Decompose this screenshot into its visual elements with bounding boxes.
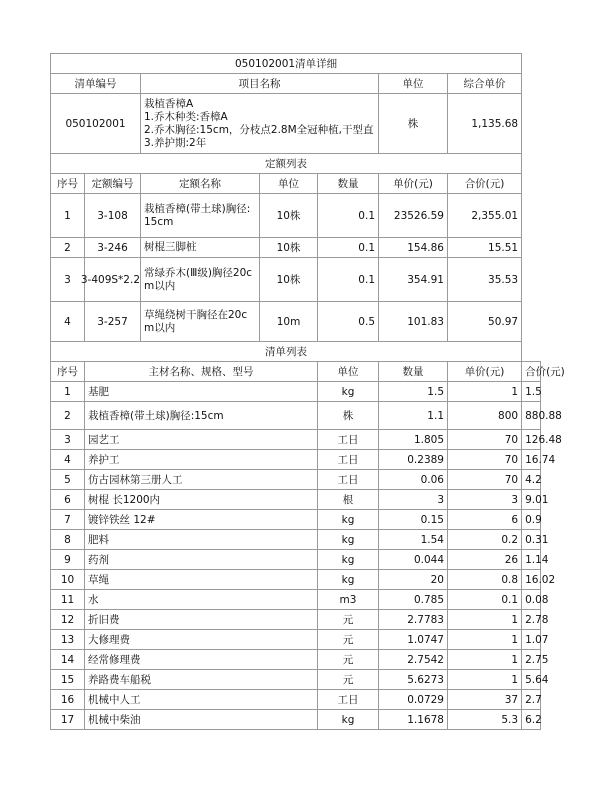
material-no: 2 [51, 402, 85, 430]
material-name: 肥料 [85, 530, 318, 550]
list-item-price: 1,135.68 [448, 94, 522, 154]
quota-price: 101.83 [379, 302, 448, 342]
material-name: 水 [85, 590, 318, 610]
material-price: 70 [448, 470, 522, 490]
material-unit: kg [318, 530, 379, 550]
material-name: 养路费车船税 [85, 670, 318, 690]
material-total: 2.7 [522, 690, 541, 710]
material-header-price: 单价(元) [448, 362, 522, 382]
material-row [51, 590, 541, 610]
quota-no: 1 [51, 194, 85, 238]
quota-price: 354.91 [379, 258, 448, 302]
material-row [51, 630, 541, 650]
material-no: 4 [51, 450, 85, 470]
quota-name: 草绳绕树干胸径在20cm以内 [141, 302, 260, 342]
material-name: 经常修理费 [85, 650, 318, 670]
material-price: 1 [448, 382, 522, 402]
material-price: 0.2 [448, 530, 522, 550]
material-total: 0.9 [522, 510, 541, 530]
quota-no: 2 [51, 238, 85, 258]
quota-qty: 0.1 [318, 238, 379, 258]
quota-no: 4 [51, 302, 85, 342]
material-unit: 根 [318, 490, 379, 510]
material-no: 1 [51, 382, 85, 402]
material-total: 6.2 [522, 710, 541, 730]
quota-total: 50.97 [448, 302, 522, 342]
material-name: 机械中人工 [85, 690, 318, 710]
material-price: 6 [448, 510, 522, 530]
material-name: 镀锌铁丝 12# [85, 510, 318, 530]
material-qty: 2.7783 [379, 610, 448, 630]
quota-name: 常绿乔木(Ⅲ级)胸径20cm以内 [141, 258, 260, 302]
material-name: 折旧费 [85, 610, 318, 630]
quota-header-price: 单价(元) [379, 174, 448, 194]
material-row [51, 610, 541, 630]
material-no: 12 [51, 610, 85, 630]
material-name: 园艺工 [85, 430, 318, 450]
material-name: 机械中柴油 [85, 710, 318, 730]
quota-name: 栽植香樟(带土球)胸径:15cm [141, 194, 260, 238]
material-row [51, 490, 541, 510]
bill-detail-table [50, 53, 565, 730]
quota-name: 树棍三脚桩 [141, 238, 260, 258]
material-price: 70 [448, 450, 522, 470]
material-row [51, 430, 541, 450]
quota-code: 3-257 [85, 302, 141, 342]
quota-unit: 10株 [260, 194, 318, 238]
quota-price: 23526.59 [379, 194, 448, 238]
material-name: 栽植香樟(带土球)胸径:15cm [85, 402, 318, 430]
material-unit: 工日 [318, 470, 379, 490]
material-row [51, 450, 541, 470]
quota-qty: 0.5 [318, 302, 379, 342]
material-header-unit: 单位 [318, 362, 379, 382]
material-qty: 20 [379, 570, 448, 590]
material-no: 17 [51, 710, 85, 730]
list-name-header: 项目名称 [141, 74, 379, 94]
material-total: 16.02 [522, 570, 541, 590]
material-qty: 1.5 [379, 382, 448, 402]
material-no: 7 [51, 510, 85, 530]
material-header-total: 合价(元) [522, 362, 541, 382]
material-unit: 元 [318, 610, 379, 630]
material-unit: kg [318, 710, 379, 730]
material-unit: 工日 [318, 450, 379, 470]
material-price: 0.1 [448, 590, 522, 610]
material-total: 1.5 [522, 382, 541, 402]
material-no: 5 [51, 470, 85, 490]
material-name: 药剂 [85, 550, 318, 570]
material-qty: 0.0729 [379, 690, 448, 710]
material-price: 5.3 [448, 710, 522, 730]
material-header-name: 主材名称、规格、型号 [85, 362, 318, 382]
material-unit: kg [318, 570, 379, 590]
quota-row [51, 194, 541, 238]
material-name: 基肥 [85, 382, 318, 402]
list-item-code: 050102001 [51, 94, 141, 154]
quota-unit: 10株 [260, 258, 318, 302]
quota-row [51, 302, 541, 342]
material-no: 9 [51, 550, 85, 570]
material-header-qty: 数量 [379, 362, 448, 382]
material-row [51, 690, 541, 710]
material-no: 13 [51, 630, 85, 650]
page-title: 050102001清单详细 [51, 54, 522, 74]
material-qty: 0.2389 [379, 450, 448, 470]
quota-code: 3-409S*2.2 [85, 258, 141, 302]
list-item-name [141, 94, 379, 154]
material-total: 2.78 [522, 610, 541, 630]
material-qty: 0.15 [379, 510, 448, 530]
quota-row [51, 238, 541, 258]
material-qty: 1.805 [379, 430, 448, 450]
material-header-no: 序号 [51, 362, 85, 382]
material-unit: kg [318, 382, 379, 402]
quota-unit: 10株 [260, 238, 318, 258]
material-price: 800 [448, 402, 522, 430]
list-item-unit: 株 [379, 94, 448, 154]
quota-code: 3-108 [85, 194, 141, 238]
material-price: 0.8 [448, 570, 522, 590]
material-row [51, 650, 541, 670]
material-qty: 5.6273 [379, 670, 448, 690]
material-section-title: 清单列表 [51, 342, 522, 362]
material-qty: 3 [379, 490, 448, 510]
material-total: 0.08 [522, 590, 541, 610]
material-no: 11 [51, 590, 85, 610]
material-row [51, 570, 541, 590]
material-price: 37 [448, 690, 522, 710]
material-row [51, 470, 541, 490]
material-no: 14 [51, 650, 85, 670]
material-price: 1 [448, 610, 522, 630]
material-unit: 工日 [318, 430, 379, 450]
material-no: 3 [51, 430, 85, 450]
material-unit: 株 [318, 402, 379, 430]
material-qty: 1.1 [379, 402, 448, 430]
material-unit: kg [318, 550, 379, 570]
list-item-name-line: 3.养护期:2年 [144, 136, 207, 149]
material-unit: 工日 [318, 690, 379, 710]
quota-total: 35.53 [448, 258, 522, 302]
material-no: 6 [51, 490, 85, 510]
material-qty: 2.7542 [379, 650, 448, 670]
quota-section-title: 定额列表 [51, 154, 522, 174]
material-row [51, 710, 541, 730]
list-code-header: 清单编号 [51, 74, 141, 94]
material-price: 1 [448, 650, 522, 670]
material-rows [51, 382, 562, 730]
material-no: 8 [51, 530, 85, 550]
quota-header-code: 定额编号 [85, 174, 141, 194]
material-name: 仿古园林第三册人工 [85, 470, 318, 490]
quota-code: 3-246 [85, 238, 141, 258]
list-price-header: 综合单价 [448, 74, 522, 94]
material-price: 1 [448, 630, 522, 650]
material-total: 1.14 [522, 550, 541, 570]
quota-header-no: 序号 [51, 174, 85, 194]
quota-header-qty: 数量 [318, 174, 379, 194]
quota-qty: 0.1 [318, 258, 379, 302]
list-item-name-line: 栽植香樟A [144, 97, 194, 110]
quota-no: 3 [51, 258, 85, 302]
material-price: 3 [448, 490, 522, 510]
quota-header-total: 合价(元) [448, 174, 522, 194]
material-price: 1 [448, 670, 522, 690]
material-total: 9.01 [522, 490, 541, 510]
quota-row [51, 258, 541, 302]
material-unit: 元 [318, 650, 379, 670]
material-qty: 0.06 [379, 470, 448, 490]
material-name: 树棍 长1200内 [85, 490, 318, 510]
material-row [51, 670, 541, 690]
material-total: 5.64 [522, 670, 541, 690]
material-unit: kg [318, 510, 379, 530]
material-unit: 元 [318, 670, 379, 690]
material-total: 1.07 [522, 630, 541, 650]
material-total: 4.2 [522, 470, 541, 490]
material-no: 15 [51, 670, 85, 690]
material-row [51, 382, 541, 402]
material-row [51, 550, 541, 570]
material-qty: 0.785 [379, 590, 448, 610]
material-qty: 1.1678 [379, 710, 448, 730]
quota-total: 15.51 [448, 238, 522, 258]
material-qty: 1.54 [379, 530, 448, 550]
material-name: 大修理费 [85, 630, 318, 650]
material-unit: 元 [318, 630, 379, 650]
material-qty: 0.044 [379, 550, 448, 570]
material-total: 16.74 [522, 450, 541, 470]
material-name: 养护工 [85, 450, 318, 470]
material-qty: 1.0747 [379, 630, 448, 650]
list-item-name-line: 2.乔木胸径:15cm，分枝点2.8M全冠种植,干型直 [144, 123, 374, 136]
material-total: 2.75 [522, 650, 541, 670]
material-total: 0.31 [522, 530, 541, 550]
material-no: 16 [51, 690, 85, 710]
quota-price: 154.86 [379, 238, 448, 258]
material-name: 草绳 [85, 570, 318, 590]
quota-header-unit: 单位 [260, 174, 318, 194]
quota-total: 2,355.01 [448, 194, 522, 238]
material-no: 10 [51, 570, 85, 590]
list-unit-header: 单位 [379, 74, 448, 94]
material-total: 880.88 [522, 402, 541, 430]
material-price: 26 [448, 550, 522, 570]
material-row [51, 510, 541, 530]
quota-header-name: 定额名称 [141, 174, 260, 194]
material-total: 126.48 [522, 430, 541, 450]
material-row [51, 402, 541, 430]
quota-unit: 10m [260, 302, 318, 342]
material-row [51, 530, 541, 550]
material-price: 70 [448, 430, 522, 450]
list-item-name-line: 1.乔木种类:香樟A [144, 110, 228, 123]
quota-qty: 0.1 [318, 194, 379, 238]
material-unit: m3 [318, 590, 379, 610]
